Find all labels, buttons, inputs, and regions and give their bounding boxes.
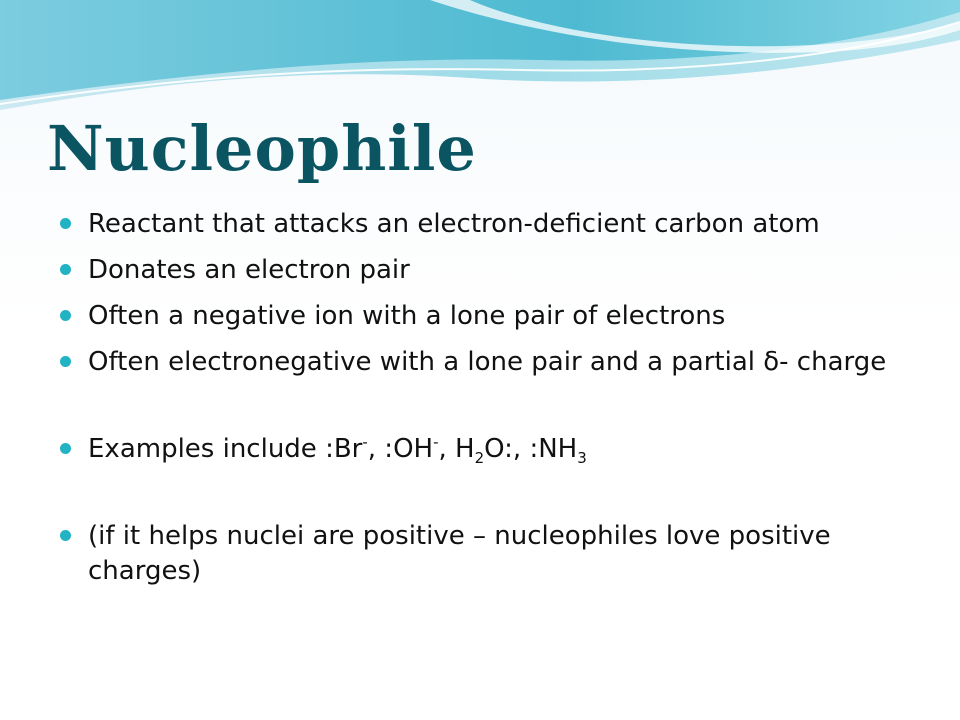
bullet-text: Reactant that attacks an electron-deficient carbon atom: [88, 209, 820, 239]
br-charge: -: [362, 433, 368, 451]
list-item: [60, 253, 920, 288]
bullet-dot-icon: [60, 356, 71, 367]
list-item: [60, 207, 920, 242]
list-item: [60, 519, 920, 589]
bullet-text: [88, 433, 587, 467]
slide-title: Nucleophile: [47, 112, 477, 185]
oh-charge: -: [433, 433, 439, 451]
bullet-dot-icon: [60, 310, 71, 321]
bullet-text: (if it helps nuclei are positive – nucleophiles love positive charges): [88, 521, 831, 586]
list-item: [60, 345, 920, 380]
bullet-dot-icon: [60, 443, 71, 454]
bullet-text: Often electronegative with a lone pair and a partial δ- charge: [88, 347, 887, 377]
bullet-text: Often a negative ion with a lone pair of electrons: [88, 301, 726, 331]
examples-sep-3: O:, :NH: [484, 434, 578, 464]
h2o-subscript: 2: [474, 449, 485, 467]
examples-sep-1: , :OH: [367, 434, 434, 464]
bullet-list: [60, 207, 920, 600]
bullet-dot-icon: [60, 218, 71, 229]
wave-header-decoration: [0, 0, 960, 120]
nh3-subscript: 3: [577, 449, 587, 467]
bullet-dot-icon: [60, 530, 71, 541]
bullet-dot-icon: [60, 264, 71, 275]
list-item: [60, 299, 920, 334]
list-item-examples: [60, 432, 920, 467]
examples-sep-2: , H: [438, 434, 475, 464]
bullet-text: Donates an electron pair: [88, 255, 410, 285]
examples-prefix: Examples include :Br: [88, 434, 363, 464]
